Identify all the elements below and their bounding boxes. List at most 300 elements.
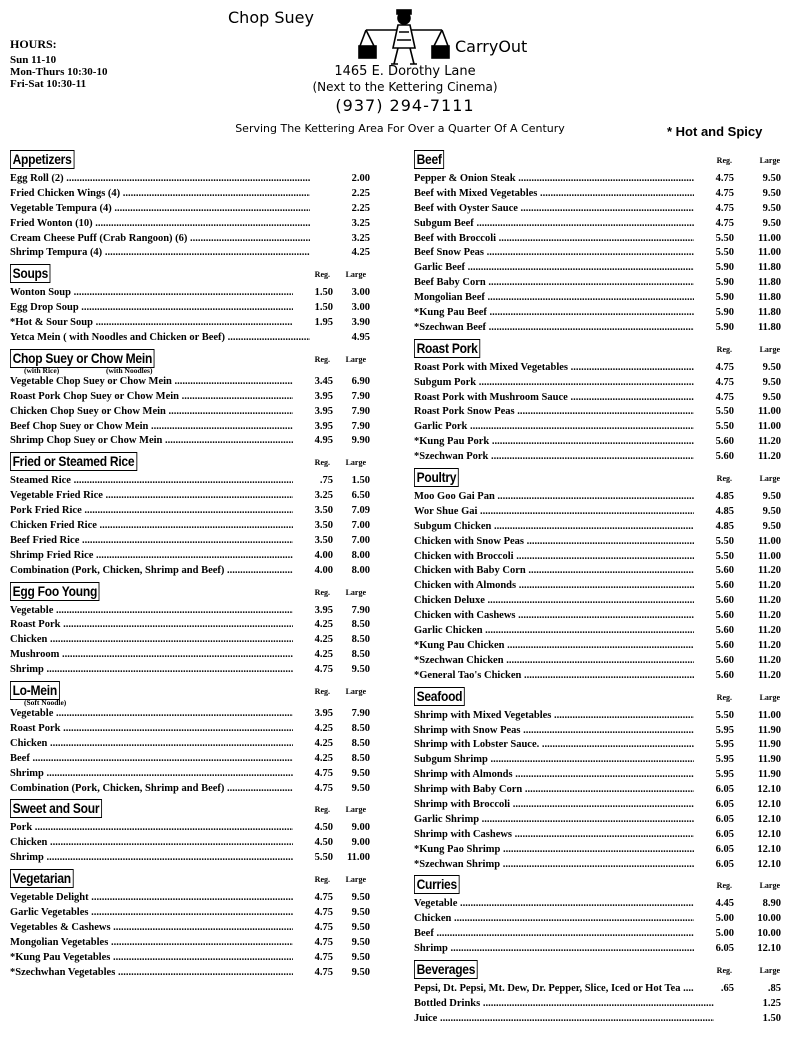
menu-item-name: Vegetables & Cashews ..... [10,921,310,935]
regular-size-header: Reg. [716,965,732,975]
large-price: 3.00 [336,286,370,300]
regular-price: 4.75 [293,663,333,677]
large-price: 9.50 [741,490,781,504]
menu-item-name: *Szechwan Beef ..... [414,321,714,335]
menu-item-name: Chicken Fried Rice ..... [10,519,310,533]
large-price: 9.50 [336,767,370,781]
regular-size-header: Reg. [314,458,330,468]
menu-item-name: *General Tao's Chicken ..... [414,669,714,683]
regular-price: 4.75 [293,782,333,796]
menu-item-name: Chicken with Baby Corn ..... [414,564,714,578]
section-header [10,582,382,604]
section-subnote [10,698,382,707]
menu-item [414,912,790,927]
menu-item-name: *Szechwhan Vegetables ..... [10,966,310,980]
menu-section-soups [10,264,382,349]
menu-item-name: Vegetable ..... [414,897,714,911]
regular-price: 3.95 [293,604,333,618]
regular-price: 5.50 [694,535,734,549]
menu-item-name: Vegetable ..... [10,604,310,618]
large-price: 7.00 [336,519,370,533]
menu-item-name: Wonton Soup ..... [10,286,310,300]
menu-item-name: Shrimp ..... [414,942,714,956]
large-price: 11.80 [741,276,781,290]
large-price: 2.25 [336,202,370,216]
menu-item-name: Beef with Broccoli ..... [414,232,714,246]
section-title: Vegetarian [10,869,73,888]
regular-price: 5.90 [694,276,734,290]
menu-item [414,405,790,420]
menu-section-roast-pork [414,339,790,468]
regular-size-header: Reg. [716,881,732,891]
menu-item-name: Beef Chop Suey or Chow Mein ..... [10,420,310,434]
menu-section-appetizers [10,150,382,264]
chef-scale-logo-icon [358,8,450,66]
regular-price: 5.50 [694,246,734,260]
menu-item [10,722,382,737]
menu-item-name: Pork Fried Rice ..... [10,504,310,518]
menu-item-name: Chicken with Broccoli ..... [414,550,714,564]
menu-item-name: Pork ..... [10,821,310,835]
large-size-header: Large [759,965,780,975]
large-price: 1.50 [741,1012,781,1026]
menu-item [414,813,790,828]
menu-item [10,534,382,549]
section-header [414,150,790,172]
large-price: 9.50 [336,951,370,965]
large-price: 8.50 [336,737,370,751]
regular-price: 4.75 [694,361,734,375]
menu-item-name: Roast Pork Snow Peas ..... [414,405,714,419]
large-price: 9.50 [741,172,781,186]
menu-item-name: Beef with Oyster Sauce ..... [414,202,714,216]
large-price: 6.90 [336,375,370,389]
large-price: 3.25 [336,232,370,246]
large-price: 9.90 [336,434,370,448]
menu-item [10,217,382,232]
large-price: 3.25 [336,217,370,231]
hours-title: HOURS: [10,37,57,51]
large-price: 8.00 [336,564,370,578]
menu-item [414,361,790,376]
menu-item-name: Fried Wonton (10) ..... [10,217,310,231]
menu-item [10,648,382,663]
regular-price: 3.50 [293,534,333,548]
menu-item [414,217,790,232]
large-price: 11.20 [741,435,781,449]
menu-item [10,519,382,534]
regular-price: 5.90 [694,291,734,305]
menu-item [10,172,382,187]
menu-item-name: Beef ..... [10,752,310,766]
menu-item [414,927,790,942]
regular-price: 3.95 [293,707,333,721]
regular-price: 4.50 [293,821,333,835]
menu-item [10,405,382,420]
regular-price: 5.90 [694,261,734,275]
menu-item-name: Egg Roll (2) ..... [10,172,310,186]
regular-price: 4.85 [694,520,734,534]
regular-price: 5.60 [694,579,734,593]
menu-item-name: Steamed Rice ..... [10,474,310,488]
regular-price: 3.95 [293,405,333,419]
menu-item [414,246,790,261]
menu-item [10,782,382,797]
menu-item [414,609,790,624]
menu-item [414,639,790,654]
large-size-header: Large [759,692,780,702]
menu-item [10,420,382,435]
regular-price: .75 [293,474,333,488]
large-price: 9.50 [336,936,370,950]
menu-item-name: *Hot & Sour Soup ..... [10,316,310,330]
menu-item [414,376,790,391]
regular-size-header: Reg. [716,156,732,165]
menu-item-name: *Szechwan Shrimp ..... [414,858,714,872]
regular-price: 4.25 [293,737,333,751]
menu-item [414,391,790,406]
large-price: 6.50 [336,489,370,503]
large-price: 9.50 [741,391,781,405]
menu-item [414,321,790,336]
menu-item [414,997,790,1012]
large-price: 3.00 [336,301,370,315]
regular-price: 3.25 [293,489,333,503]
menu-item [10,966,382,981]
regular-price: 5.90 [694,321,734,335]
regular-price: 5.60 [694,609,734,623]
regular-price: 5.95 [694,724,734,738]
regular-price: 4.75 [694,172,734,186]
section-title: Poultry [414,468,459,487]
menu-item-name: Shrimp Tempura (4) ..... [10,246,310,260]
section-header [10,452,382,474]
regular-price: 4.75 [694,217,734,231]
menu-item-name: Beef Baby Corn ..... [414,276,714,290]
menu-item [10,767,382,782]
regular-price: 5.95 [694,768,734,782]
large-price: 8.50 [336,648,370,662]
menu-item-name: Beef Snow Peas ..... [414,246,714,260]
large-price: 9.50 [741,505,781,519]
menu-item-name: Beef with Mixed Vegetables ..... [414,187,714,201]
section-title: Curries [414,875,460,894]
large-price: 11.90 [741,724,781,738]
menu-item [10,821,382,836]
regular-price: 3.45 [293,375,333,389]
menu-item-name: Pepsi, Dt. Pepsi, Mt. Dew, Dr. Pepper, Slice, Iced or Hot Tea ..... [414,982,714,996]
menu-item-name: Chicken Deluxe ..... [414,594,714,608]
large-price: 8.90 [741,897,781,911]
section-subnote [10,366,382,375]
regular-price: 4.75 [293,936,333,950]
large-price: 12.10 [741,783,781,797]
regular-price: 4.75 [293,891,333,905]
large-size-header: Large [759,474,780,484]
large-price: 9.00 [336,821,370,835]
hours-line: Sun 11-10 [10,54,57,66]
regular-price: 5.60 [694,624,734,638]
hours-block [10,38,107,90]
menu-item [414,520,790,535]
large-price: 8.00 [336,549,370,563]
regular-size-header: Reg. [716,474,732,484]
large-price: 11.90 [741,738,781,752]
menu-item [10,891,382,906]
menu-item-name: Wor Shue Gai ..... [414,505,714,519]
large-price: 11.00 [741,550,781,564]
menu-item-name: Garlic Pork ..... [414,420,714,434]
menu-item [414,828,790,843]
hot-spicy-note: * Hot and Spicy [667,124,763,139]
regular-price: .65 [694,982,734,996]
regular-price: 5.90 [694,306,734,320]
regular-price: 4.25 [293,648,333,662]
menu-item-name: Garlic Shrimp ..... [414,813,714,827]
regular-price: 6.05 [694,858,734,872]
large-price: 7.90 [336,604,370,618]
menu-item [414,550,790,565]
menu-item [10,375,382,390]
section-title: Beef [414,150,444,169]
menu-item [414,783,790,798]
regular-price: 3.50 [293,504,333,518]
menu-item-name: Combination (Pork, Chicken, Shrimp and Beef) ..... [10,564,310,578]
regular-price: 6.05 [694,942,734,956]
menu-column-right [414,150,790,1030]
menu-item-name: Roast Pork ..... [10,722,310,736]
menu-item-name: Chicken with Almonds ..... [414,579,714,593]
regular-price: 6.05 [694,783,734,797]
regular-price: 1.95 [293,316,333,330]
menu-item [414,669,790,684]
menu-item-name: Shrimp with Baby Corn ..... [414,783,714,797]
large-price: 7.90 [336,390,370,404]
large-price: 11.20 [741,669,781,683]
regular-price: 4.25 [293,722,333,736]
large-price: 2.25 [336,187,370,201]
large-price: 8.50 [336,752,370,766]
section-header [10,150,382,172]
menu-item-name: Juice ..... [414,1012,714,1026]
regular-price: 4.85 [694,490,734,504]
regular-price: 4.25 [293,752,333,766]
menu-item-name: Bottled Drinks ..... [414,997,714,1011]
regular-price: 4.75 [293,951,333,965]
menu-item-name: Garlic Chicken ..... [414,624,714,638]
menu-item-name: Garlic Vegetables ..... [10,906,310,920]
large-price: 9.50 [741,376,781,390]
large-price: 7.00 [336,534,370,548]
regular-price: 6.05 [694,828,734,842]
large-price: 11.00 [741,420,781,434]
section-header [414,468,790,490]
address-note: (Next to the Kettering Cinema) [312,80,498,94]
menu-item [414,709,790,724]
menu-item [10,301,382,316]
regular-price: 4.75 [293,921,333,935]
section-header [414,960,790,982]
large-price: 9.50 [741,217,781,231]
section-title: Beverages [414,960,478,979]
large-price: 11.00 [741,709,781,723]
menu-item-name: Chicken ..... [414,912,714,926]
regular-price: 5.50 [293,851,333,865]
menu-item-name: Vegetable Tempura (4) ..... [10,202,310,216]
regular-price: 5.60 [694,564,734,578]
menu-item-name: Shrimp ..... [10,663,310,677]
menu-item-name: Chicken ..... [10,737,310,751]
regular-price: 1.50 [293,301,333,315]
large-price: .85 [741,982,781,996]
menu-item [10,246,382,261]
large-price: 2.00 [336,172,370,186]
menu-item [414,202,790,217]
hours-line: Mon-Thurs 10:30-10 [10,66,108,78]
menu-item-name: Chicken with Snow Peas ..... [414,535,714,549]
menu-item [10,618,382,633]
menu-item [414,982,790,997]
regular-price: 1.50 [293,286,333,300]
menu-item [414,306,790,321]
menu-item-name: Chicken with Cashews ..... [414,609,714,623]
menu-item-name: Combination (Pork, Chicken, Shrimp and Beef) ..... [10,782,310,796]
regular-price: 5.60 [694,654,734,668]
large-size-header: Large [345,270,366,280]
large-price: 11.00 [741,405,781,419]
regular-size-header: Reg. [716,344,732,354]
menu-item [414,564,790,579]
regular-price: 5.60 [694,594,734,608]
large-price: 9.50 [741,202,781,216]
regular-price: 5.00 [694,912,734,926]
menu-item-name: *Kung Pau Chicken ..... [414,639,714,653]
section-header [414,339,790,361]
menu-item-name: Beef ..... [414,927,714,941]
menu-item-name: *Kung Pau Vegetables ..... [10,951,310,965]
menu-item [414,435,790,450]
large-price: 1.50 [336,474,370,488]
menu-item-name: Shrimp with Lobster Sauce. ..... [414,738,714,752]
large-price: 4.95 [336,331,370,345]
menu-item-name: Shrimp with Broccoli ..... [414,798,714,812]
menu-item [414,738,790,753]
menu-item [414,724,790,739]
large-price: 11.20 [741,639,781,653]
section-subnote-text: (with Rice) [24,365,60,375]
menu-item-name: Moo Goo Gai Pan ..... [414,490,714,504]
menu-item-name: Vegetable Chop Suey or Chow Mein ..... [10,375,310,389]
regular-size-header: Reg. [716,692,732,702]
menu-item [414,535,790,550]
large-price: 7.09 [336,504,370,518]
regular-price: 5.60 [694,669,734,683]
menu-item-name: Chicken ..... [10,633,310,647]
large-price: 9.50 [336,891,370,905]
menu-item-name: Chicken Chop Suey or Chow Mein ..... [10,405,310,419]
menu-item [10,936,382,951]
menu-item [414,798,790,813]
regular-price: 5.50 [694,405,734,419]
menu-item-name: *Kung Pau Beef ..... [414,306,714,320]
menu-item [10,663,382,678]
phone-number: (937) 294-7111 [335,96,475,115]
large-size-header: Large [345,587,366,597]
menu-item-name: Garlic Beef ..... [414,261,714,275]
large-price: 9.50 [336,782,370,796]
menu-item-name: Roast Pork with Mixed Vegetables ..... [414,361,714,375]
hours-line: Fri-Sat 10:30-11 [10,78,87,90]
menu-item-name: Vegetable ..... [10,707,310,721]
menu-item-name: *Kung Pao Shrimp ..... [414,843,714,857]
regular-price: 5.50 [694,420,734,434]
menu-item-name: Roast Pork ..... [10,618,310,632]
regular-price: 4.75 [694,376,734,390]
menu-section-fried-or-steamed-rice [10,452,382,581]
menu-item [414,261,790,276]
menu-item-name: Roast Pork with Mushroom Sauce ..... [414,391,714,405]
large-price: 11.00 [741,535,781,549]
menu-item [10,504,382,519]
menu-item-name: Shrimp with Cashews ..... [414,828,714,842]
menu-item [10,737,382,752]
regular-price: 4.75 [694,202,734,216]
large-size-header: Large [345,875,366,885]
regular-price: 5.50 [694,550,734,564]
large-price: 11.80 [741,261,781,275]
regular-price: 4.75 [293,767,333,781]
large-price: 9.50 [741,361,781,375]
regular-size-header: Reg. [314,354,330,364]
large-size-header: Large [345,458,366,468]
large-price: 11.20 [741,609,781,623]
large-price: 12.10 [741,942,781,956]
menu-item [414,490,790,505]
section-title: Appetizers [10,150,74,169]
large-price: 9.50 [336,663,370,677]
large-price: 11.80 [741,291,781,305]
menu-item [10,707,382,722]
menu-item [414,858,790,873]
menu-item [414,594,790,609]
menu-item-name: Vegetable Delight ..... [10,891,310,905]
menu-item-name: Shrimp with Almonds ..... [414,768,714,782]
menu-section-lo-mein [10,681,382,799]
regular-price: 4.00 [293,564,333,578]
regular-price: 3.50 [293,519,333,533]
regular-size-header: Reg. [314,805,330,815]
large-price: 9.50 [336,921,370,935]
menu-item-name: Shrimp Chop Suey or Chow Mein ..... [10,434,310,448]
menu-item [10,604,382,619]
menu-item [414,768,790,783]
regular-size-header: Reg. [314,587,330,597]
menu-item [414,420,790,435]
large-price: 3.90 [336,316,370,330]
regular-price: 3.95 [293,420,333,434]
regular-price: 5.95 [694,738,734,752]
large-price: 9.50 [336,966,370,980]
menu-item-name: Shrimp Fried Rice ..... [10,549,310,563]
large-price: 11.20 [741,450,781,464]
menu-item [10,474,382,489]
large-price: 11.90 [741,768,781,782]
menu-item [414,172,790,187]
menu-item-name: *Szechwan Pork ..... [414,450,714,464]
section-header [10,869,382,891]
menu-item-name: Beef Fried Rice ..... [10,534,310,548]
section-title: Soups [10,264,51,283]
